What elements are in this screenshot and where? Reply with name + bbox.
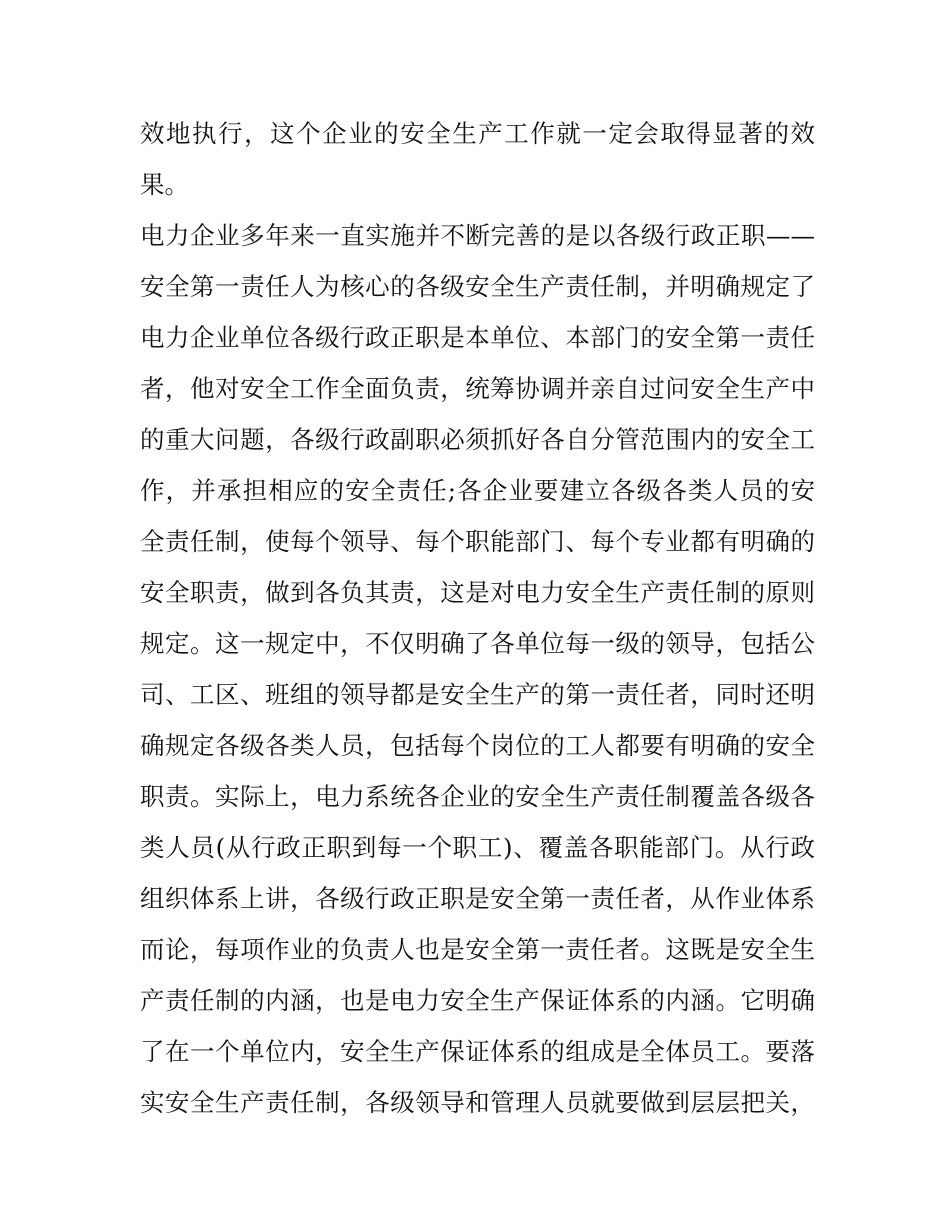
text-line: 而论，每项作业的负责人也是安全第一责任者。这既是安全生 bbox=[140, 935, 815, 964]
text-line: 产责任制的内涵，也是电力安全生产保证体系的内涵。它明确 bbox=[140, 986, 815, 1015]
text-line: 司、工区、班组的领导都是安全生产的第一责任者，同时还明 bbox=[140, 680, 815, 709]
text-line: 确规定各级各类人员，包括每个岗位的工人都要有明确的安全 bbox=[140, 731, 815, 760]
text-line: 作，并承担相应的安全责任;各企业要建立各级各类人员的安 bbox=[140, 476, 815, 505]
text-line: 果。 bbox=[140, 170, 189, 199]
text-line: 实安全生产责任制，各级领导和管理人员就要做到层层把关， bbox=[140, 1088, 815, 1117]
text-line: 了在一个单位内，安全生产保证体系的组成是全体员工。要落 bbox=[140, 1037, 815, 1066]
text-line: 安全第一责任人为核心的各级安全生产责任制，并明确规定了 bbox=[140, 272, 815, 301]
text-line: 电力企业单位各级行政正职是本单位、本部门的安全第一责任 bbox=[140, 323, 815, 352]
text-line: 职责。实际上，电力系统各企业的安全生产责任制覆盖各级各 bbox=[140, 782, 815, 811]
text-line: 安全职责，做到各负其责，这是对电力安全生产责任制的原则 bbox=[140, 578, 815, 607]
text-line: 的重大问题，各级行政副职必须抓好各自分管范围内的安全工 bbox=[140, 425, 815, 454]
text-line: 规定。这一规定中，不仅明确了各单位每一级的领导，包括公 bbox=[140, 629, 815, 658]
body-text bbox=[140, 108, 815, 1128]
text-line: 全责任制，使每个领导、每个职能部门、每个专业都有明确的 bbox=[140, 527, 815, 556]
text-line: 类人员(从行政正职到每一个职工)、覆盖各职能部门。从行政 bbox=[140, 833, 815, 862]
text-line: 效地执行，这个企业的安全生产工作就一定会取得显著的效 bbox=[140, 119, 815, 148]
text-line: 组织体系上讲，各级行政正职是安全第一责任者，从作业体系 bbox=[140, 884, 815, 913]
text-line: 者，他对安全工作全面负责，统筹协调并亲自过问安全生产中 bbox=[140, 374, 815, 403]
text-line: 电力企业多年来一直实施并不断完善的是以各级行政正职—— bbox=[140, 221, 815, 250]
